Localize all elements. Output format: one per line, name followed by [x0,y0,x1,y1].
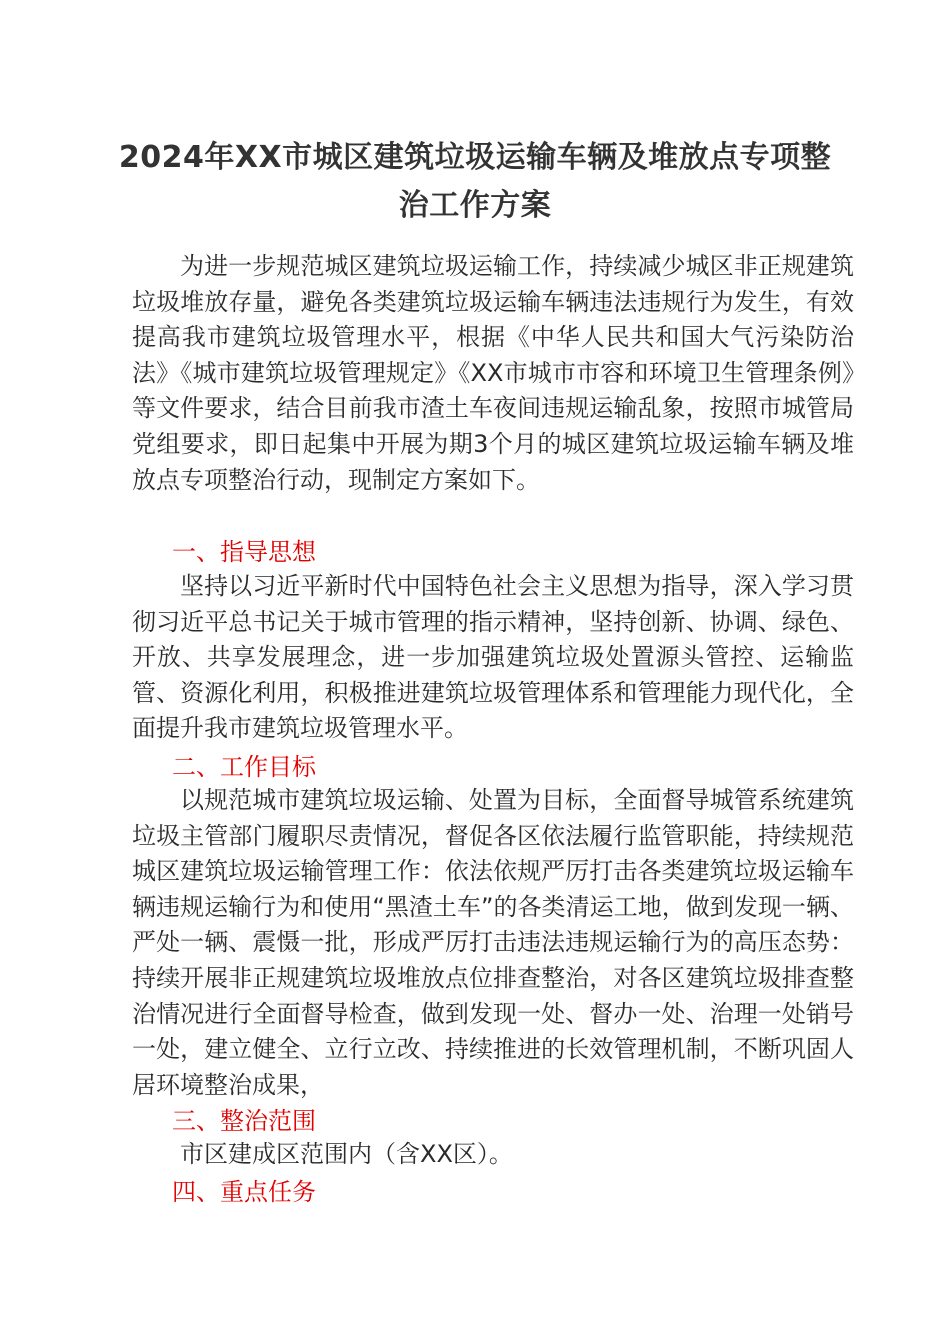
intro-paragraph: 为进一步规范城区建筑垃圾运输工作，持续减少城区非正规建筑垃圾堆放存量，避免各类建筑垃圾运输车辆违法违规行为发生，有效提高我市建筑垃圾管理水平，根据《中华人民共和国大气污染防治法》《城市建筑垃圾管理规定》《XX市城市市容和环境卫生管理条例》等文件要求，结合目前我市渣土车夜间违规运输乱象，按照市城管局党组要求，即日起集中开展为期3个月的城区建筑垃圾运输车辆及堆放点专项整治行动，现制定方案如下。 [132,252,854,494]
section-heading-work-goals: 二、工作目标 [172,753,316,781]
section-heading-scope: 三、整治范围 [172,1107,316,1135]
section-paragraph-work-goals: 以规范城市建筑垃圾运输、处置为目标，全面督导城管系统建筑垃圾主管部门履职尽责情况，督促各区依法履行监管职能，持续规范城区建筑垃圾运输管理工作：依法依规严厉打击各类建筑垃圾运输车辆违规运输行为和使用“黑渣土车”的各类清运工地，做到发现一辆、严处一辆、震慑一批，形成严厉打击违法违规运输行为的高压态势：持续开展非正规建筑垃圾堆放点位排查整治，对各区建筑垃圾排查整治情况进行全面督导检查，做到发现一处、督办一处、治理一处销号一处，建立健全、立行立改、持续推进的长效管理机制，不断巩固人居环境整治成果， [132,786,854,1099]
document-title: 2024年XX市城区建筑垃圾运输车辆及堆放点专项整治工作方案 [118,140,832,223]
section-heading-key-tasks: 四、重点任务 [172,1178,316,1206]
section-paragraph-scope: 市区建成区范围内（含XX区）。 [180,1140,513,1168]
section-paragraph-guiding-ideology: 坚持以习近平新时代中国特色社会主义思想为指导，深入学习贯彻习近平总书记关于城市管理的指示精神，坚持创新、协调、绿色、开放、共享发展理念，进一步加强建筑垃圾处置源头管控、运输监管、资源化利用，积极推进建筑垃圾管理体系和管理能力现代化，全面提升我市建筑垃圾管理水平。 [132,572,854,743]
section-heading-guiding-ideology: 一、指导思想 [172,538,316,566]
